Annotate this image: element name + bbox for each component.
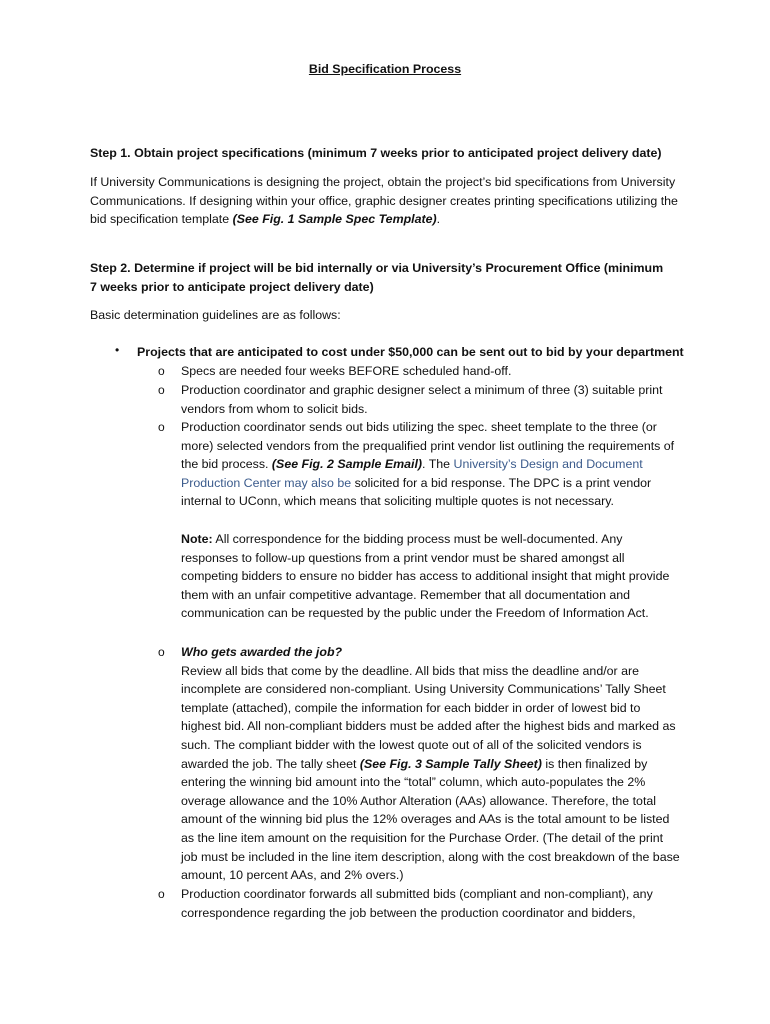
sub-marker: o [158,383,165,397]
step2-heading: Step 2. Determine if project will be bid internally or via University’s Procurement Office (minimum 7 weeks prior to anticipate project delivery date) [90,261,664,294]
sub-item-award [181,643,681,885]
email-figure-ref: (See Fig. 2 Sample Email) [271,457,423,472]
sub-marker: o [158,887,165,901]
step1-body [90,173,682,229]
step1-body-end: . [436,212,441,227]
award-heading: Who gets awarded the job? [181,645,343,659]
sub-item-forward-bids: Production coordinator forwards all submitted bids (compliant and non-compliant), any correspondence regarding the job between the production coordinator and bidders, [181,887,653,920]
tally-figure-ref: (See Fig. 3 Sample Tally Sheet) [359,756,542,771]
send-bids-text: Production coordinator sends out bids utilizing the spec. sheet template to the three (or more) selected vendors from the prequalified print vendor list outlining the requirements of the bid process. [181,420,675,472]
bullet-under-50k: Projects that are anticipated to cost under $50,000 can be sent out to bid by your department [137,345,684,359]
note-paragraph [181,530,681,623]
sub-item-specs: Specs are needed four weeks BEFORE scheduled hand-off. [181,364,512,378]
sub-item-select-vendors: Production coordinator and graphic designer select a minimum of three (3) suitable print vendors from whom to solicit bids. [181,383,663,416]
sub-marker: o [158,420,165,434]
send-bids-text-c: solicited for a bid response. The DPC is a print vendor internal to UConn, which means that soliciting multiple quotes is not necessary. [181,475,652,509]
award-body [181,662,681,885]
note-text: All correspondence for the bidding process must be well-documented. Any responses to follow-up questions from a print vendor must be shared amongst all competing bidders to ensure no bidder has access to additional insight that might provide them with an unfair competitive advantage. Remember that all documentation and communication can be requested by the public under the Freedom of Information Act. [181,532,670,621]
document-title: Bid Specification Process [308,62,462,76]
step2-intro: Basic determination guidelines are as follows: [90,308,341,322]
dpc-link[interactable]: University’s Design and Document Production Center may also be [181,457,643,490]
sub-marker: o [158,645,165,659]
step1-body-text: If University Communications is designing the project, obtain the project’s bid specifications from University Communications. If designing within your office, graphic designer creates printing specifications utilizing the bid specification template [90,175,678,227]
sub-marker: o [158,364,165,378]
bullet-marker: • [115,343,120,357]
award-text: Review all bids that come by the deadline. All bids that miss the deadline and/or are incomplete are considered non-compliant. Using University Communications’ Tally Sheet template (attached), compile the information for each bidder in order of lowest bid to highest bid. All non-compliant bidders must be added after the highest bids and marked as such. The compliant bidder with the lowest quote out of all of the solicited vendors is awarded the job. The tally sheet [181,663,676,771]
sub-item-send-bids [181,418,681,511]
step1-figure-ref: (See Fig. 1 Sample Spec Template) [232,212,437,227]
award-text-b: is then finalized by entering the winning bid amount into the “total” column, which auto-populates the 2% overage allowance and the 10% Author Alteration (AAs) allowance. Therefore, the total amount of the winning bid plus the 12% overages and AAs is the total amount to be listed as the line item amount on the requisition for the Purchase Order. (The detail of the print job must be included in the line item description, along with the cost breakdown of the base amount, 10 percent AAs, and 2% overs.) [181,756,680,883]
note-label: Note: [181,532,213,546]
send-bids-text-b: . The [422,457,454,472]
step1-heading: Step 1. Obtain project specifications (minimum 7 weeks prior to anticipated project delivery date) [90,146,662,160]
